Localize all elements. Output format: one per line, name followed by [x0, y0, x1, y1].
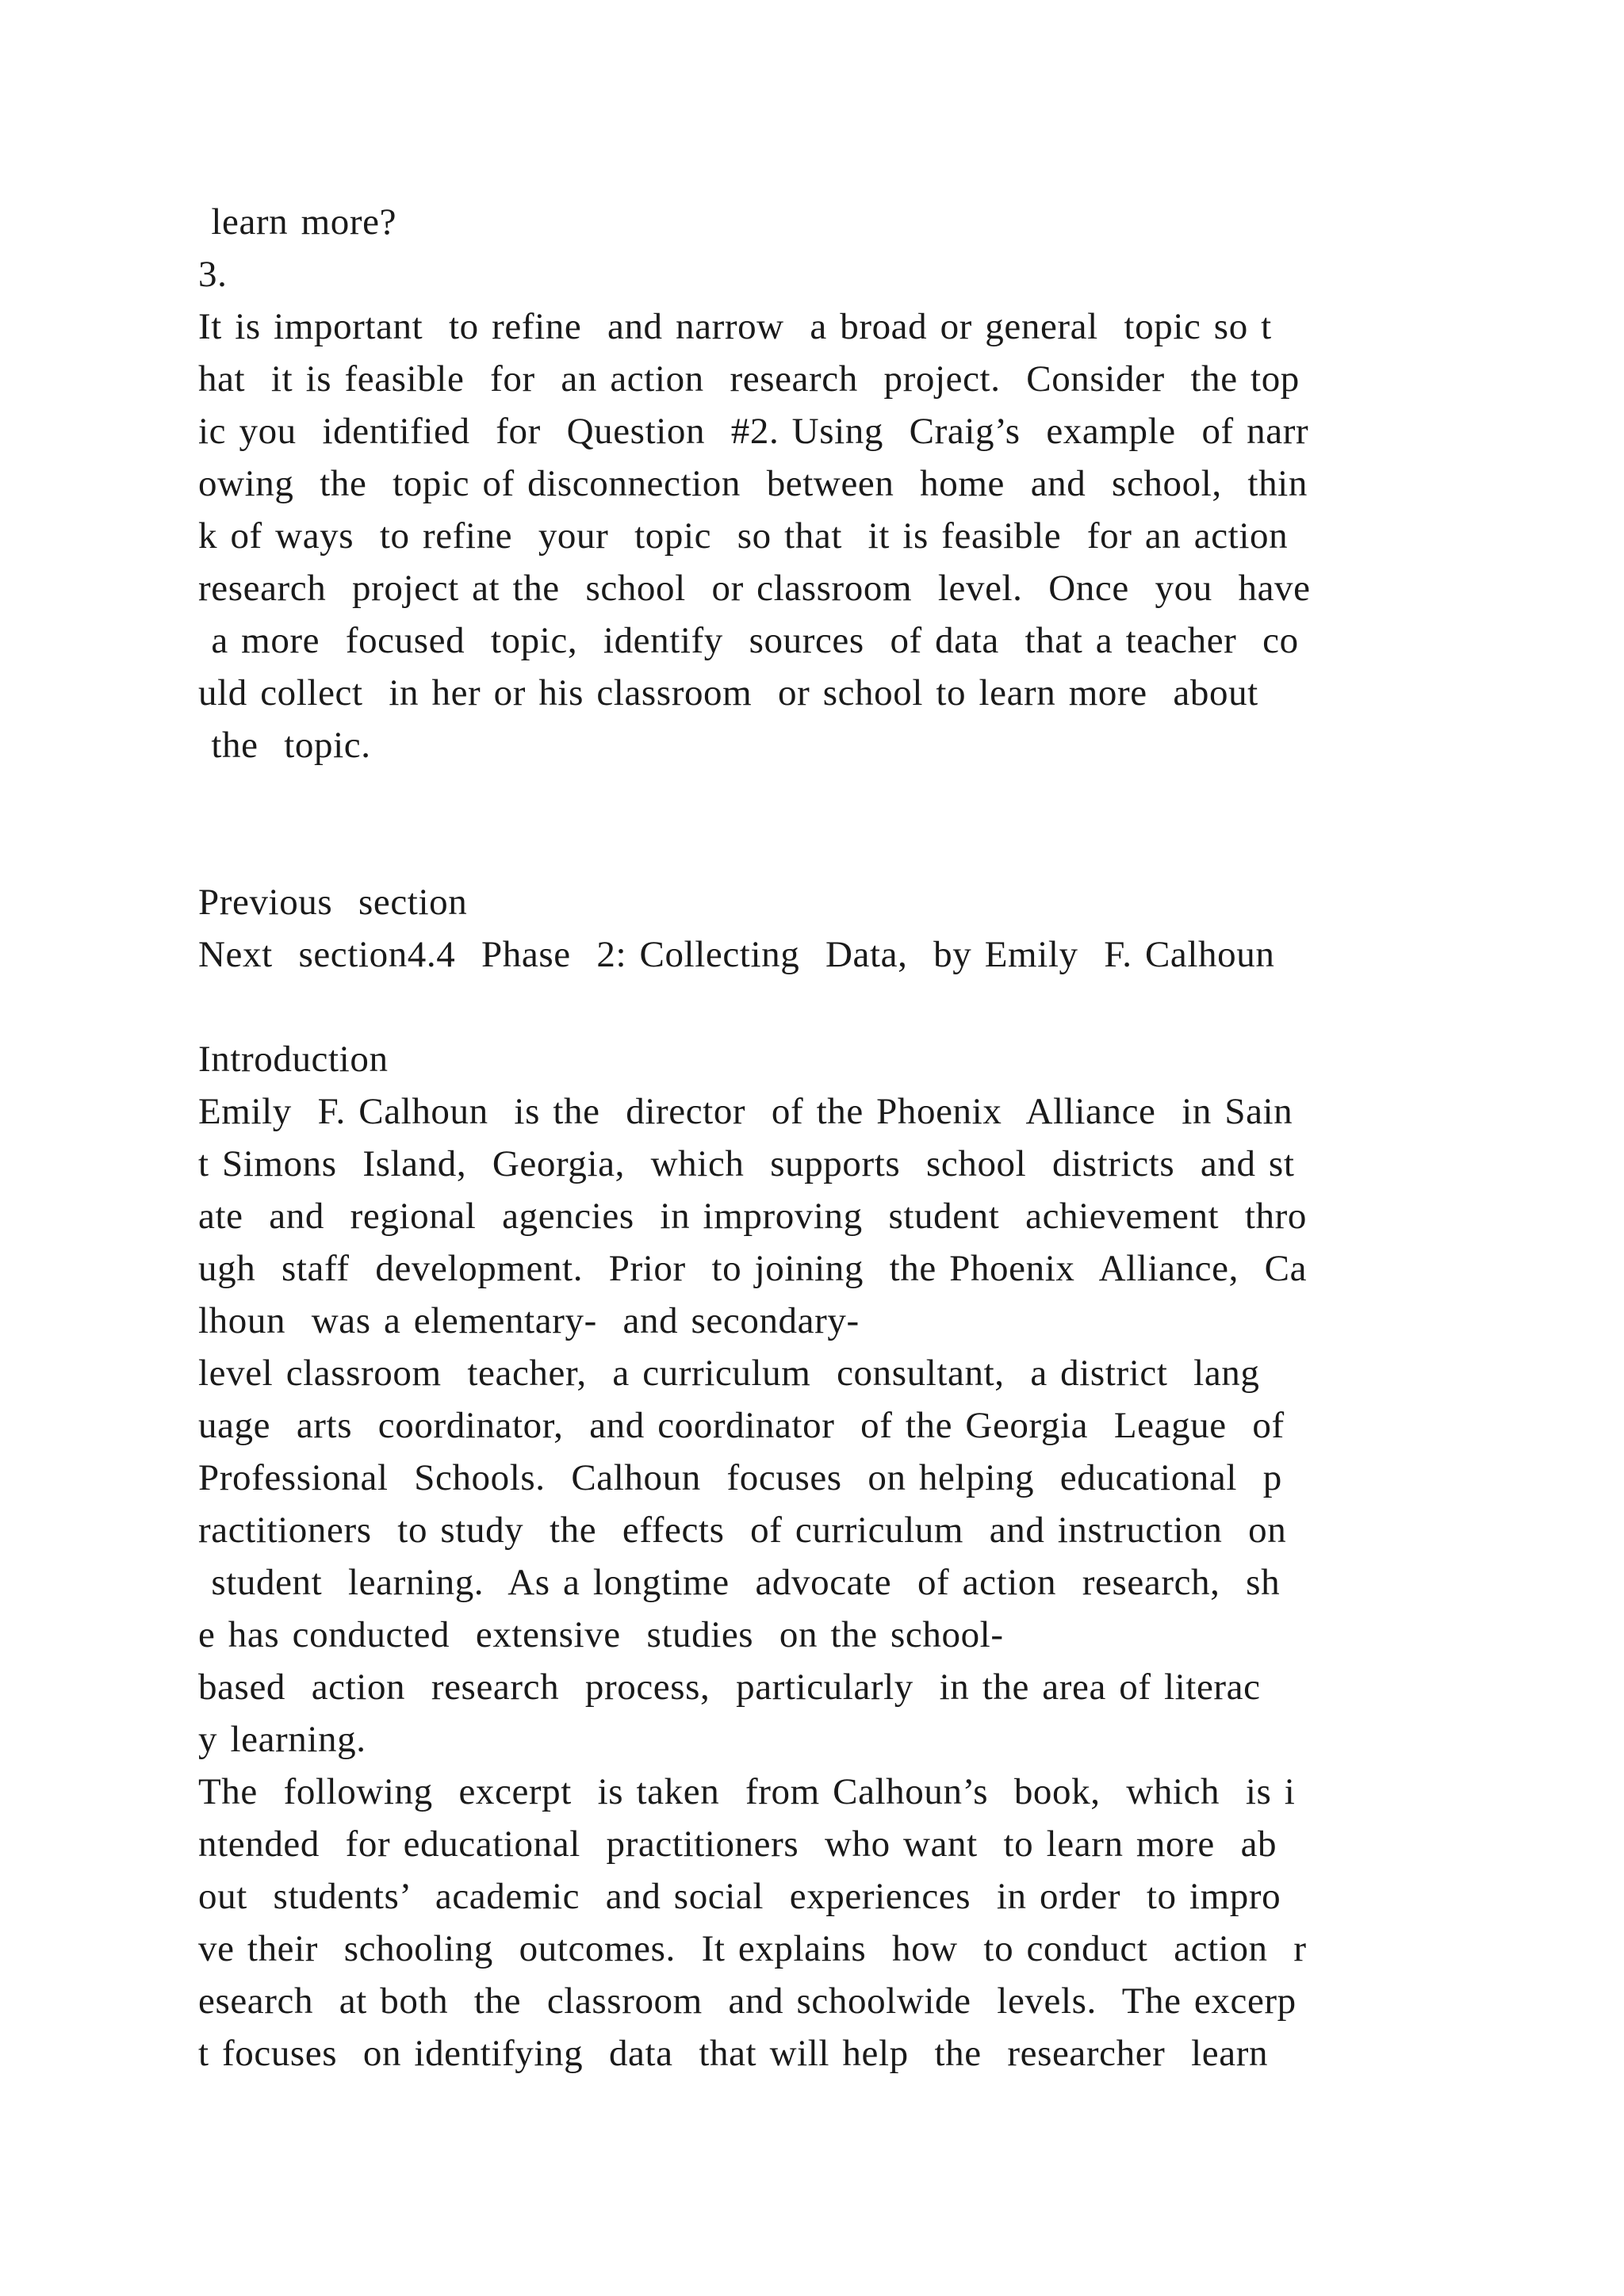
text-line: the topic.: [198, 725, 371, 766]
text-line: Professional Schools. Calhoun focuses on helping educational p: [198, 1457, 1282, 1498]
blank-space: [198, 771, 1467, 876]
previous-section[interactable]: [198, 876, 1467, 928]
text-line: research project at the school or classroom level. Once you have: [198, 568, 1311, 609]
text-line: ugh staff development. Prior to joining the Phoenix Alliance, Ca: [198, 1248, 1308, 1289]
text-line: level classroom teacher, a curriculum consultant, a district lang: [198, 1353, 1260, 1394]
text-line: owing the topic of disconnection between home and school, thin: [198, 463, 1308, 504]
text-line: 3.: [198, 254, 228, 295]
text-line: uld collect in her or his classroom or school to learn more about: [198, 672, 1258, 714]
text-line: Emily F. Calhoun is the director of the Phoenix Alliance in Sain: [198, 1091, 1293, 1132]
text-line: k of ways to refine your topic so that it is feasible for an action: [198, 515, 1301, 557]
text-line: uage arts coordinator, and coordinator of the Georgia League of: [198, 1405, 1285, 1446]
text-line: learn more?: [198, 201, 397, 243]
blank-space: [198, 981, 1467, 1033]
document-body: [198, 196, 1467, 2080]
question-3-text: [198, 300, 1467, 771]
text-line: lhoun was a elementary- and secondary-: [198, 1300, 860, 1341]
text-line: student learning. As a longtime advocate of action research, sh: [198, 1562, 1281, 1603]
text-line: out students’ academic and social experiences in order to impro: [198, 1876, 1281, 1917]
text-line: ntended for educational practitioners who want to learn more ab: [198, 1823, 1277, 1865]
text-line: esearch at both the classroom and schoolwide levels. The excerp: [198, 1980, 1297, 2022]
text-line: t Simons Island, Georgia, which supports school districts and st: [198, 1143, 1295, 1184]
text-line: a more focused topic, identify sources of data that a teacher co: [198, 620, 1299, 661]
text-line: ve their schooling outcomes. It explains how to conduct action r: [198, 1928, 1307, 1969]
question-continuation: [198, 196, 1467, 248]
text-line: hat it is feasible for an action research project. Consider the top: [198, 358, 1300, 400]
excerpt-intro: [198, 1766, 1467, 2080]
text-line: ic you identified for Question #2. Using Craig’s example of narr: [198, 411, 1309, 452]
question-number: [198, 248, 1467, 300]
introduction-heading: [198, 1033, 1467, 1085]
text-line: ractitioners to study the effects of curriculum and instruction on: [198, 1510, 1287, 1551]
text-line: It is important to refine and narrow a broad or general topic so t: [198, 306, 1272, 347]
text-line: ate and regional agencies in improving student achievement thro: [198, 1196, 1308, 1237]
text-line: The following excerpt is taken from Calhoun’s book, which is i: [198, 1771, 1296, 1812]
next-section-link[interactable]: Next section4.4 Phase 2: Collecting Data, by Emily F. Calhoun: [198, 934, 1275, 975]
text-line: y learning.: [198, 1719, 366, 1760]
text-line: e has conducted extensive studies on the school-: [198, 1614, 1004, 1655]
text-line: t focuses on identifying data that will help the researcher learn: [198, 2033, 1269, 2074]
calhoun-bio: [198, 1085, 1467, 1766]
previous-section-link[interactable]: Previous section: [198, 882, 468, 923]
text-line: based action research process, particularly in the area of literac: [198, 1667, 1261, 1708]
section-heading: Introduction: [198, 1039, 389, 1080]
next-section[interactable]: [198, 928, 1467, 981]
